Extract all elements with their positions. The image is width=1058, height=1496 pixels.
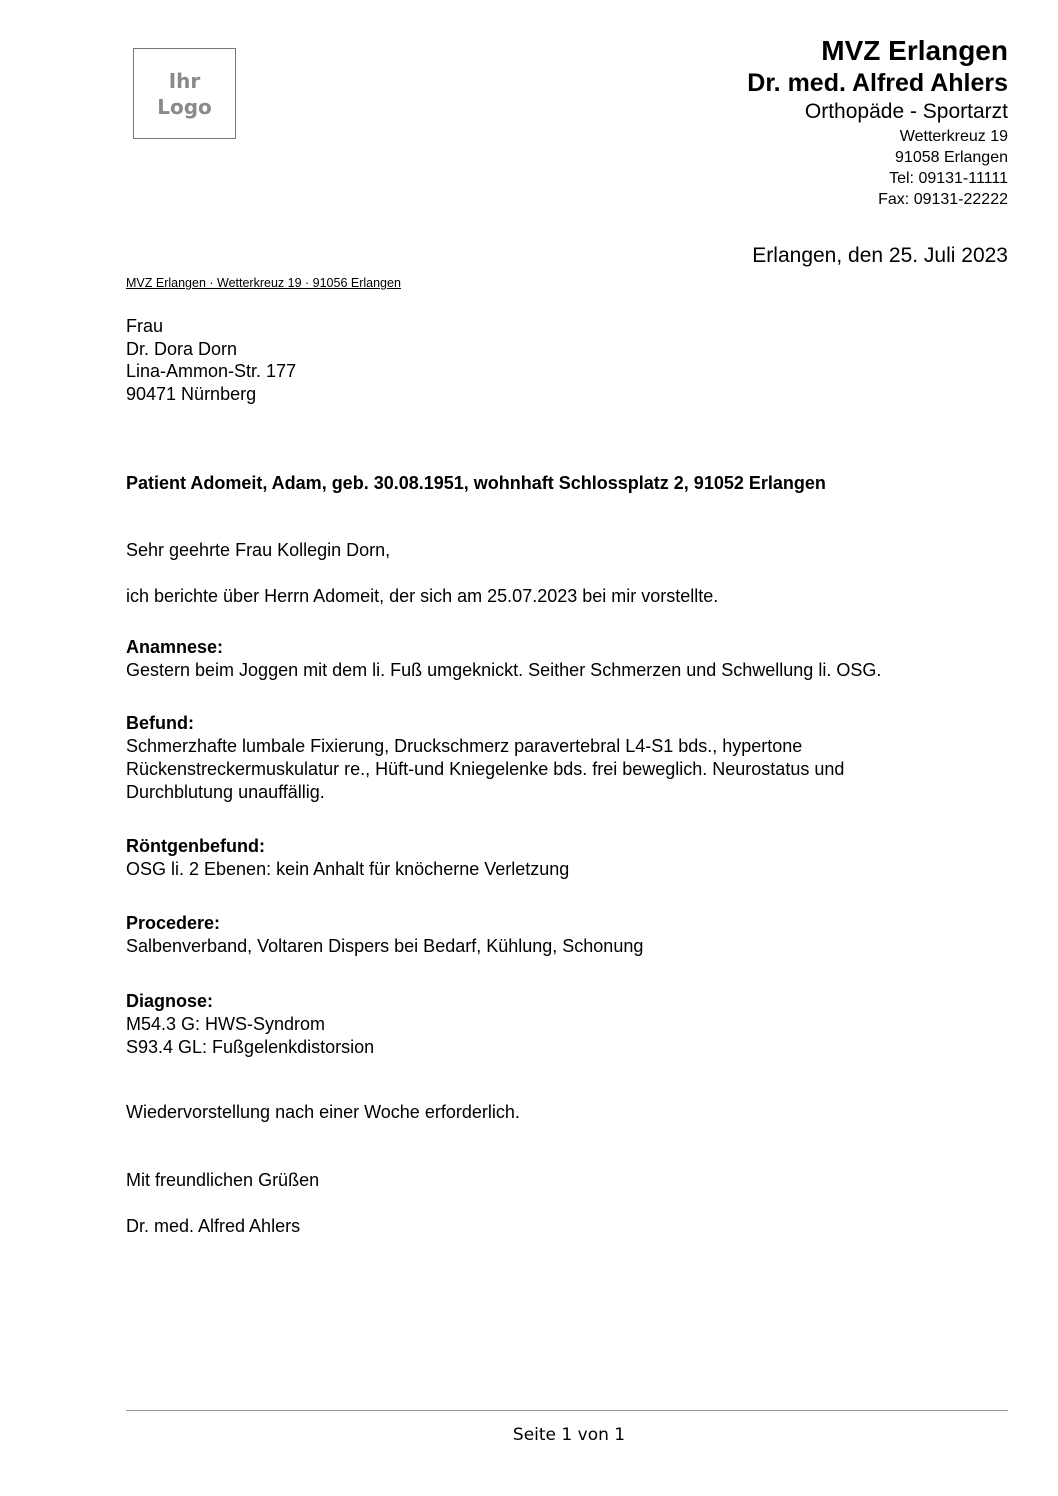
- section-text: Gestern beim Joggen mit dem li. Fuß umgeknickt. Seither Schmerzen und Schwellung li. OSG.: [126, 660, 882, 680]
- return-address: MVZ Erlangen · Wetterkreuz 19 · 91056 Erlangen: [126, 276, 401, 290]
- sender-city: 91058 Erlangen: [895, 149, 1008, 166]
- section-heading: Procedere:: [126, 913, 221, 933]
- letter-greeting: Sehr geehrte Frau Kollegin Dorn,: [126, 540, 391, 560]
- letter-date: Erlangen, den 25. Juli 2023: [752, 244, 1008, 267]
- logo-text: [157, 68, 212, 120]
- diagnosis-item: S93.4 GL: Fußgelenkdistorsion: [126, 1037, 375, 1057]
- footer-divider: [126, 1410, 1008, 1411]
- section-heading: Befund:: [126, 713, 194, 733]
- logo-line-2: Logo: [157, 94, 212, 119]
- diagnosis-item: M54.3 G: HWS-Syndrom: [126, 1014, 326, 1034]
- section-roentgen: [126, 835, 1016, 881]
- section-heading: Diagnose:: [126, 991, 214, 1011]
- section-heading: Anamnese:: [126, 637, 224, 657]
- sender-block: [747, 34, 1008, 210]
- sender-org: MVZ Erlangen: [821, 35, 1008, 66]
- letter-intro: ich berichte über Herrn Adomeit, der sich am 25.07.2023 bei mir vorstellte.: [126, 586, 719, 606]
- recipient-name: Dr. Dora Dorn: [126, 338, 238, 359]
- sender-tel: Tel: 09131-11111: [889, 170, 1008, 187]
- page-number: Seite 1 von 1: [512, 1425, 626, 1445]
- sender-street: Wetterkreuz 19: [899, 128, 1008, 145]
- letter-closing: Mit freundlichen Grüßen: [126, 1170, 320, 1190]
- logo-placeholder: [133, 48, 236, 139]
- recipient-salutation: Frau: [126, 316, 164, 336]
- section-heading: Röntgenbefund:: [126, 836, 265, 856]
- section-diagnose: [126, 990, 1016, 1059]
- sender-doctor: Dr. med. Alfred Ahlers: [747, 69, 1008, 97]
- letter-subject: Patient Adomeit, Adam, geb. 30.08.1951, wohnhaft Schlossplatz 2, 91052 Erlangen: [126, 473, 826, 493]
- recipient-city: 90471 Nürnberg: [126, 383, 257, 404]
- section-procedere: [126, 912, 1016, 958]
- sender-fax: Fax: 09131-22222: [878, 191, 1008, 208]
- section-befund: [126, 712, 926, 804]
- recipient-block: [126, 315, 296, 405]
- section-anamnese: [126, 636, 1016, 682]
- section-text: Salbenverband, Voltaren Dispers bei Bedarf, Kühlung, Schonung: [126, 936, 644, 956]
- recipient-street: Lina-Ammon-Str. 177: [126, 361, 297, 381]
- sender-specialty: Orthopäde - Sportarzt: [804, 100, 1008, 123]
- letter-followup: Wiedervorstellung nach einer Woche erforderlich.: [126, 1102, 520, 1122]
- letter-signature: Dr. med. Alfred Ahlers: [126, 1216, 301, 1236]
- logo-line-1: Ihr: [168, 68, 201, 93]
- section-text: OSG li. 2 Ebenen: kein Anhalt für knöcherne Verletzung: [126, 859, 570, 879]
- section-text: Schmerzhafte lumbale Fixierung, Druckschmerz paravertebral L4-S1 bds., hypertone Rückenstreckermuskulatur re., Hüft-und Kniegelenke bds. frei beweglich. Neurostatus und Durchblutung unauffällig.: [126, 736, 845, 802]
